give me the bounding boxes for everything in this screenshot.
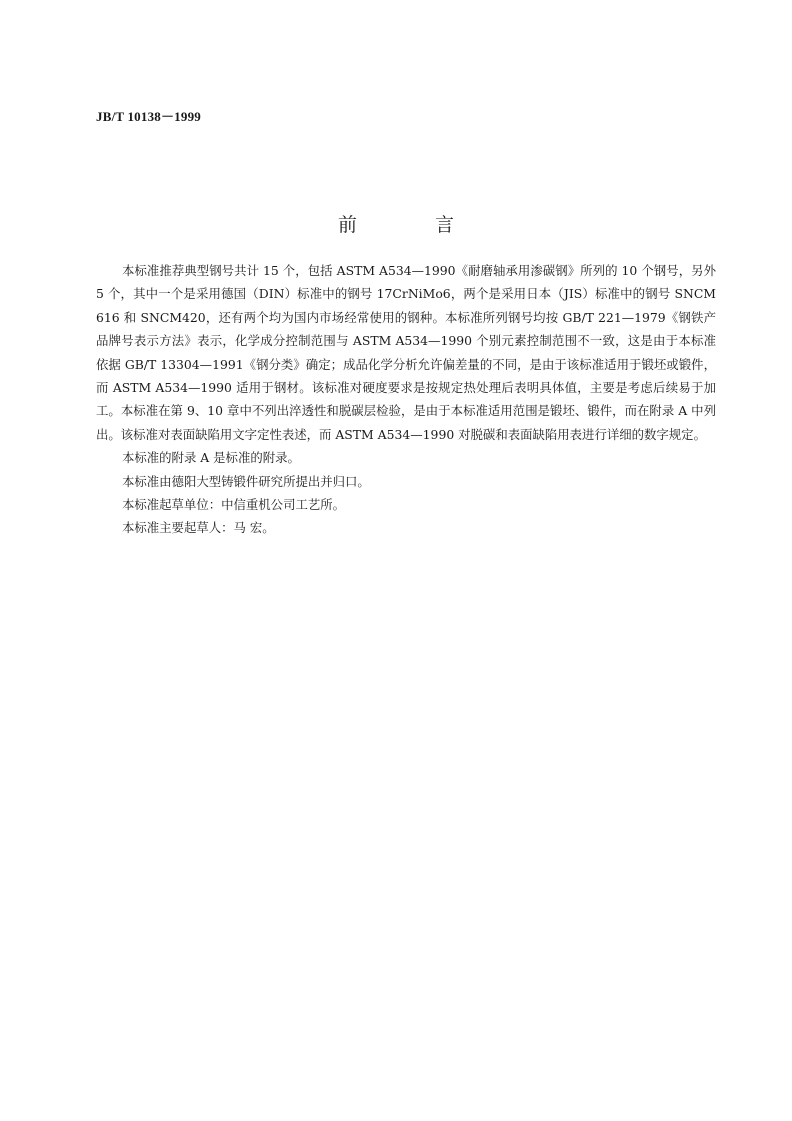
foreword-body <box>96 259 716 540</box>
paragraph-main: 本标准推荐典型钢号共计 15 个，包括 ASTM A534—1990《耐磨轴承用渗碳钢》所列的 10 个钢号，另外 5 个，其中一个是采用德国（DIN）标准中的钢号 17CrNiMo6，两个是采用日本（JIS）标准中的钢号 SNCM616 和 SNCM420，还有两个均为国内市场经常使用的钢种。本标准所列钢号均按 GB/T 221—1979《钢铁产品牌号表示方法》表示，化学成分控制范围与 ASTM A534—1990 个别元素控制范围不一致，这是由于本标准依据 GB/T 13304—1991《钢分类》确定；成品化学分析允许偏差量的不同，是由于该标准适用于锻坯或锻件，而 ASTM A534—1990 适用于钢材。该标准对硬度要求是按规定热处理后表明具体值，主要是考虑后续易于加工。本标准在第 9、10 章中不列出淬透性和脱碳层检验，是由于本标准适用范围是锻坯、锻件，而在附录 A 中列出。该标准对表面缺陷用文字定性表述，而 ASTM A534—1990 对脱碳和表面缺陷用表进行详细的数字规定。 <box>96 263 716 442</box>
paragraph-drafters: 本标准主要起草人：马 宏。 <box>122 520 275 536</box>
paragraph-drafting-unit: 本标准起草单位：中信重机公司工艺所。 <box>122 497 346 513</box>
paragraph-proposer: 本标准由德阳大型铸锻件研究所提出并归口。 <box>122 473 370 489</box>
page-title: 前 言 <box>337 214 491 236</box>
paragraph-appendix-note: 本标准的附录 A 是标准的附录。 <box>122 450 300 466</box>
document-code: JB/T 10138－1999 <box>96 109 201 124</box>
